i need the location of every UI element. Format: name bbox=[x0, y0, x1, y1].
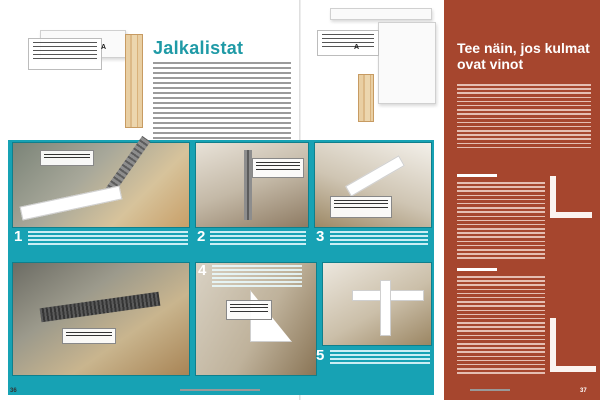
step-number-3: 3 bbox=[316, 228, 325, 245]
outside-corner-diagram bbox=[550, 176, 592, 218]
sidebar-subhead-2 bbox=[457, 268, 497, 271]
step-photo-4 bbox=[12, 262, 190, 376]
photo-label-5 bbox=[226, 300, 272, 320]
photo-label-3 bbox=[330, 196, 392, 218]
inside-corner-diagram bbox=[550, 318, 596, 372]
photo-label-4 bbox=[62, 328, 116, 344]
footer-right bbox=[470, 389, 510, 391]
step-text-5 bbox=[330, 350, 430, 366]
frame-corner-photo bbox=[378, 22, 436, 104]
step-photo-2 bbox=[195, 142, 309, 228]
step-photo-6 bbox=[322, 262, 432, 346]
wood-board-photo-2 bbox=[358, 74, 374, 122]
photo-label-1 bbox=[40, 150, 94, 166]
page-number-right: 37 bbox=[580, 388, 587, 394]
step-number-5: 5 bbox=[316, 347, 325, 364]
moulding-strip-4 bbox=[380, 280, 391, 336]
sidebar-title: Tee näin, jos kulmat ovat vinot bbox=[457, 40, 590, 72]
dimension-label-b: A bbox=[354, 44, 360, 51]
arrow-up-icon bbox=[256, 326, 266, 334]
sidebar-text-1 bbox=[457, 182, 545, 262]
saw-blade-image-2 bbox=[244, 150, 252, 220]
dimension-label-a: A bbox=[101, 44, 107, 51]
footer-left bbox=[180, 389, 260, 391]
page-number-left: 36 bbox=[10, 388, 17, 394]
caption-moulding-b bbox=[317, 30, 379, 56]
caption-moulding-a bbox=[28, 38, 102, 70]
article-title: Jalkalistat bbox=[153, 38, 244, 58]
sidebar-text-2 bbox=[457, 276, 545, 377]
step-number-1: 1 bbox=[14, 228, 23, 245]
step-text-1 bbox=[28, 231, 188, 247]
photo-label-2 bbox=[252, 158, 304, 178]
sidebar-intro-text bbox=[457, 84, 591, 151]
frame-moulding-top bbox=[330, 8, 432, 20]
step-text-2 bbox=[210, 231, 306, 247]
step-number-4: 4 bbox=[198, 262, 207, 279]
step-number-2: 2 bbox=[197, 228, 206, 245]
step-text-4 bbox=[212, 265, 302, 289]
wood-board-photo bbox=[125, 34, 143, 128]
step-text-3 bbox=[330, 231, 428, 247]
sidebar-subhead-1 bbox=[457, 174, 497, 177]
